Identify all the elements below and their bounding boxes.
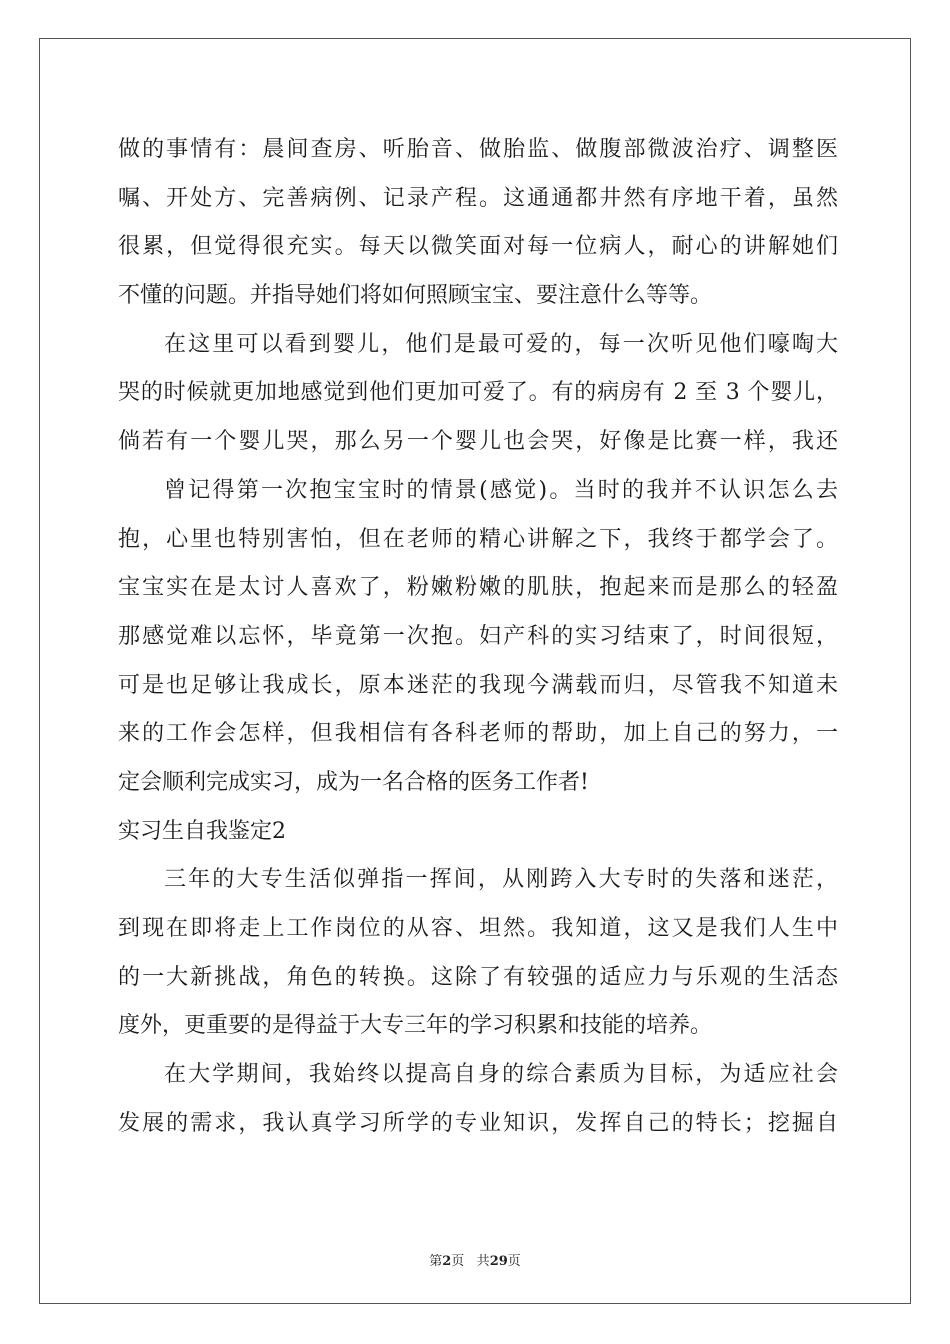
text-line: 嘱、开处方、完善病例、记录产程。这通通都井然有序地干着，虽然	[118, 185, 838, 211]
text-line: 抱，心里也特别害怕，但在老师的精心讲解之下，我终于都学会了。	[118, 526, 838, 552]
text-line: 在大学期间，我始终以提高自身的综合素质为目标，为适应社会	[164, 1062, 838, 1088]
text-line: 来的工作会怎样，但我相信有各科老师的帮助，加上自己的努力，一	[118, 721, 838, 747]
text-line: 三年的大专生活似弹指一挥间，从刚跨入大专时的失落和迷茫，	[164, 867, 838, 893]
text-line: 宝宝实在是太讨人喜欢了，粉嫩粉嫩的肌肤，抱起来而是那么的轻盈	[118, 575, 838, 601]
text-line: 发展的需求，我认真学习所学的专业知识，发挥自己的特长；挖掘自	[118, 1110, 838, 1136]
footer-total-prefix: 共	[476, 1254, 490, 1269]
document-body	[118, 126, 838, 1148]
text-line: 到现在即将走上工作岗位的从容、坦然。我知道，这又是我们人生中	[118, 916, 838, 941]
footer-page-number: 2	[442, 1254, 452, 1269]
text-line: 那感觉难以忘怀，毕竟第一次抱。妇产科的实习结束了，时间很短，	[118, 623, 838, 649]
text-line: 可是也足够让我成长，原本迷茫的我现今满载而归，尽管我不知道未	[118, 672, 838, 698]
text-line: 很累，但觉得很充实。每天以微笑面对每一位病人，耐心的讲解她们	[118, 234, 838, 260]
footer-total-number: 29	[489, 1254, 508, 1269]
text-line: 曾记得第一次抱宝宝时的情景(感觉)。当时的我并不认识怎么去	[164, 477, 838, 503]
text-line: 倘若有一个婴儿哭，那么另一个婴儿也会哭，好像是比赛一样，我还	[118, 429, 838, 455]
text-line: 的一大新挑战，角色的转换。这除了有较强的适应力与乐观的生活态	[118, 964, 838, 990]
text-line: 不懂的问题。并指导她们将如何照顾宝宝、要注意什么等等。	[118, 283, 713, 309]
text-line: 定会顺利完成实习，成为一名合格的医务工作者!	[118, 769, 589, 795]
page-footer	[0, 1250, 950, 1269]
text-line: 在这里可以看到婴儿，他们是最可爱的，每一次听见他们嚎啕大	[164, 331, 838, 357]
footer-total-suffix: 页	[507, 1254, 521, 1269]
text-line: 做的事情有：晨间查房、听胎音、做胎监、做腹部微波治疗、调整医	[118, 137, 838, 162]
footer-page-prefix: 第	[429, 1254, 443, 1269]
section-heading: 实习生自我鉴定2	[118, 818, 286, 844]
text-line: 哭的时候就更加地感觉到他们更加可爱了。有的病房有 2 至 3 个婴儿，	[118, 380, 838, 406]
text-line: 度外，更重要的是得益于大专三年的学习积累和技能的培养。	[118, 1013, 713, 1039]
footer-page-suffix: 页	[451, 1254, 465, 1269]
